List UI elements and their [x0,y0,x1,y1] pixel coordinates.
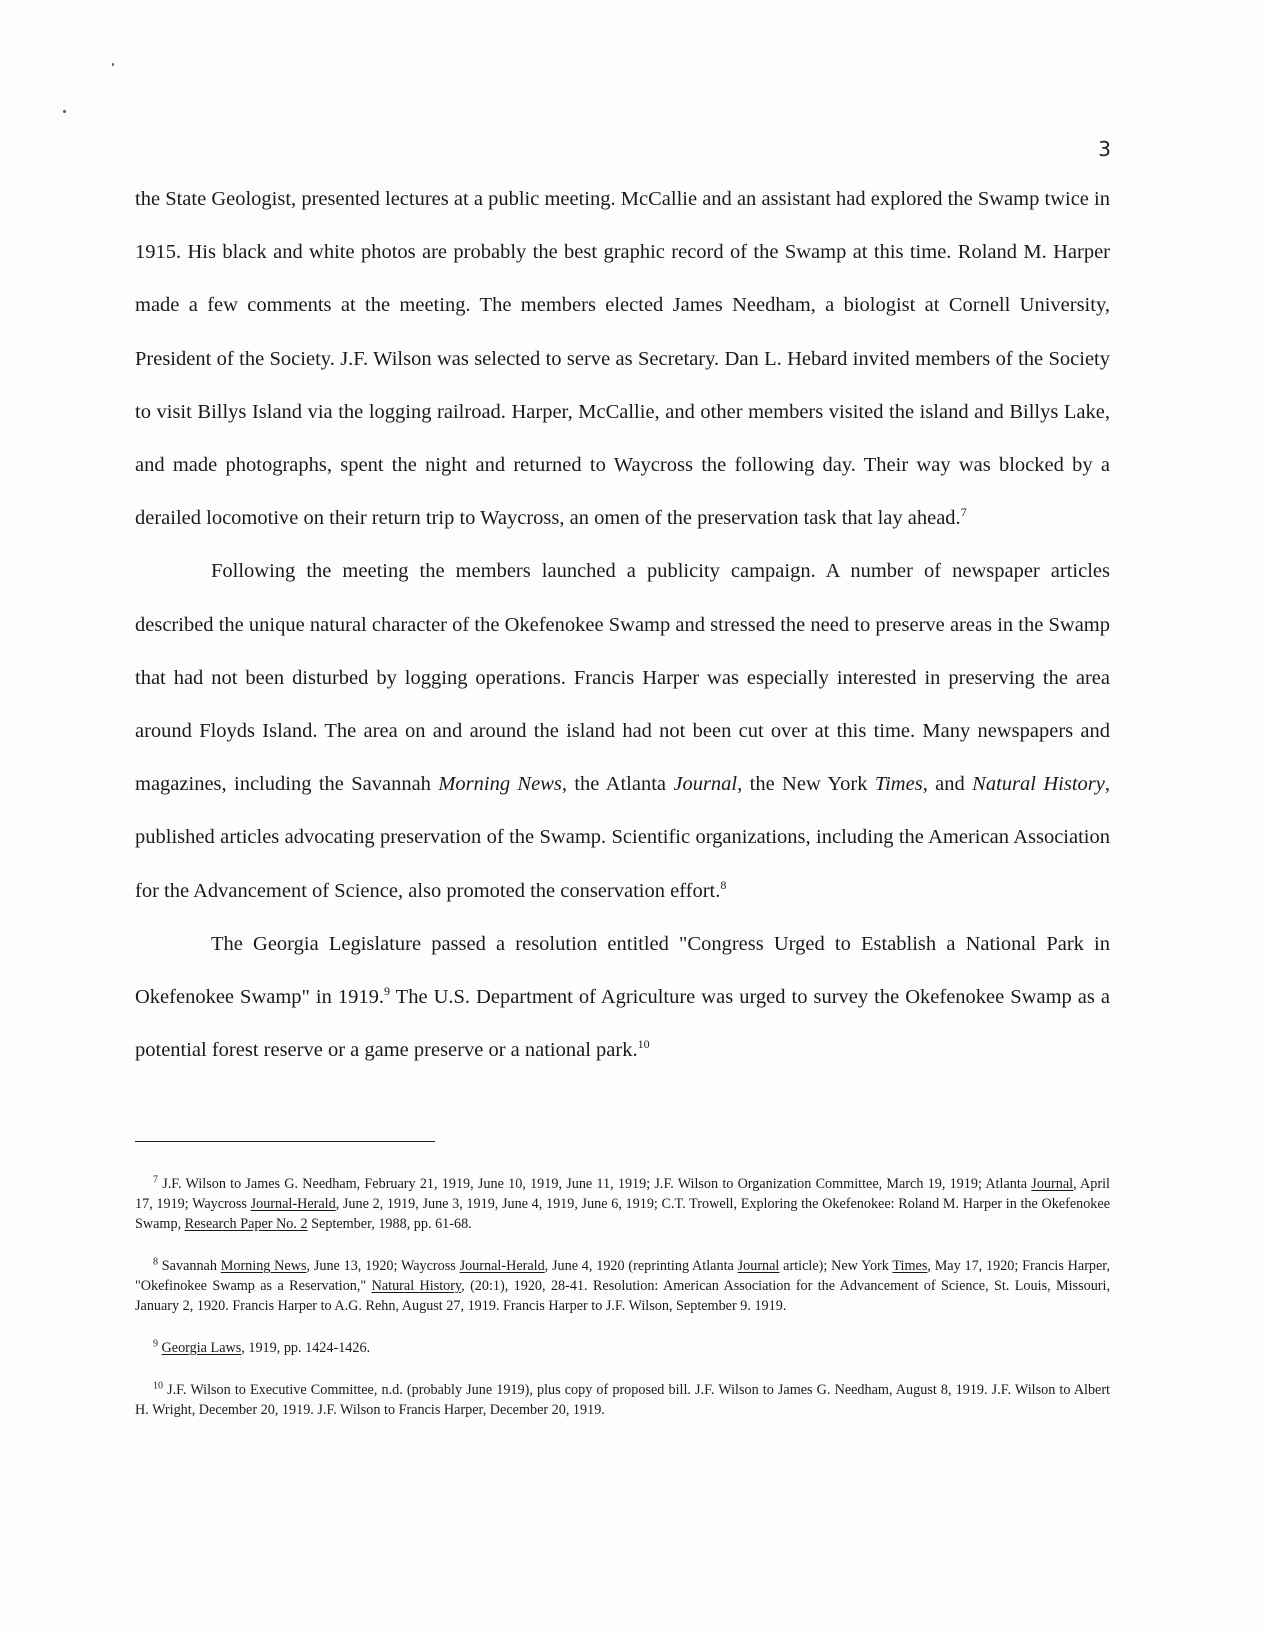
underlined-title: Georgia Laws [161,1340,242,1356]
underlined-title: Times [892,1258,928,1274]
note-reference: 8 [720,877,727,892]
text-run: article); New York [779,1258,893,1274]
footnote [135,1338,1110,1358]
text-run: Savannah [158,1258,221,1274]
underlined-title: Morning News [220,1258,307,1274]
underlined-title: Journal [737,1258,780,1274]
note-reference: 10 [637,1037,650,1052]
text-run: J.F. Wilson to James G. Needham, February 21, 1919, June 10, 1919, June 11, 1919; J.F. Wilson to Organization Committee, March 19, 1919; Atlanta [158,1176,1032,1192]
text-run: , and [922,773,973,796]
text-run: , published articles advocating preservation of the Swamp. Scientific organizations, including the American Association for the Advancement of Science, also promoted the conservation effort. [135,773,1110,902]
text-run: September, 1988, pp. 61-68. [307,1216,472,1232]
italic-title: Times [874,773,923,796]
text-run: , May 17, 1920; Francis Harper, "Okefinokee Swamp as a Reservation," [135,1258,1111,1294]
footnote [135,1256,1110,1316]
note-reference: 8 [153,1256,158,1268]
paragraph [135,545,1110,917]
text-run: , June 2, 1919, June 3, 1919, June 4, 1919, June 6, 1919; C.T. Trowell, Exploring the Okefenokee: Roland M. Harper in the Okefenokee Swamp, [135,1196,1110,1232]
footnote-separator [135,1141,435,1142]
underlined-title: Journal-Herald [250,1196,336,1212]
text-run: the State Geologist, presented lectures at a public meeting. McCallie and an assistant had explored the Swamp twice in 1915. His black and white photos are probably the best graphic record of the Swamp at this time. Roland M. Harper made a few comments at the meeting. The members elected James Needham, a biologist at Cornell University, President of the Society. J.F. Wilson was selected to serve as Secretary. Dan L. Hebard invited members of the Society to visit Billys Island via the logging railroad. Harper, McCallie, and other members visited the island and Billys Lake, and made photographs, spent the night and returned to Waycross the following day. Their way was blocked by a derailed locomotive on their return trip to Waycross, an omen of the preservation task that lay ahead. [135,188,1110,530]
underlined-title: Journal [1031,1176,1074,1192]
text-run: The U.S. Department of Agriculture was urged to survey the Okefenokee Swamp as a potential forest reserve or a game preserve or a national park. [135,986,1110,1062]
underlined-title: Journal-Herald [459,1258,545,1274]
footnotes [135,1174,1110,1442]
text-run: , the Atlanta [561,773,674,796]
note-reference: 9 [153,1338,158,1350]
text-run: , June 13, 1920; Waycross [306,1258,460,1274]
note-reference: 7 [153,1174,158,1186]
text-run: , 1919, pp. 1424-1426. [241,1340,371,1356]
text-run: The Georgia Legislature passed a resolution entitled "Congress Urged to Establish a National Park in Okefenokee Swamp" in 1919. [135,932,1110,1009]
body-text [135,173,1110,1077]
text-run: , April 17, 1919; Waycross [135,1176,1110,1212]
note-reference: 9 [384,984,391,999]
underlined-title: Research Paper No. 2 [184,1216,308,1232]
paragraph [135,918,1110,1078]
text-run: , (20:1), 1920, 28-41. Resolution: American Association for the Advancement of Science, St. Louis, Missouri, January 2, 1920. Francis Harper to A.G. Rehn, August 27, 1919. Francis Harper to J.F. Wilson, September 9. 1919. [135,1278,1110,1314]
text-run: , June 4, 1920 (reprinting Atlanta [544,1258,738,1274]
text-run: Following the meeting the members launched a publicity campaign. A number of newspaper articles described the unique natural character of the Okefenokee Swamp and stressed the need to preserve areas in the Swamp that had not been disturbed by logging operations. Francis Harper was especially interested in preserving the area around Floyds Island. The area on and around the island had not been cut over at this time. Many newspapers and magazines, including the Savannah [135,560,1110,796]
italic-title: Natural History [972,773,1105,796]
footnote [135,1174,1110,1234]
text-run: , the New York [737,773,875,796]
paragraph [135,173,1110,545]
note-reference: 7 [960,505,967,520]
italic-title: Morning News [438,773,562,796]
scan-speck [63,110,66,113]
page-number: 3 [1098,137,1111,161]
footnote [135,1380,1110,1420]
note-reference: 10 [153,1380,163,1392]
scan-speck [112,63,114,66]
italic-title: Journal [673,773,738,796]
underlined-title: Natural History [371,1278,462,1294]
text-run: J.F. Wilson to Executive Committee, n.d. (probably June 1919), plus copy of proposed bill. J.F. Wilson to James G. Needham, August 8, 1919. J.F. Wilson to Albert H. Wright, December 20, 1919. J.F. Wilson to Francis Harper, December 20, 1919. [135,1382,1110,1418]
